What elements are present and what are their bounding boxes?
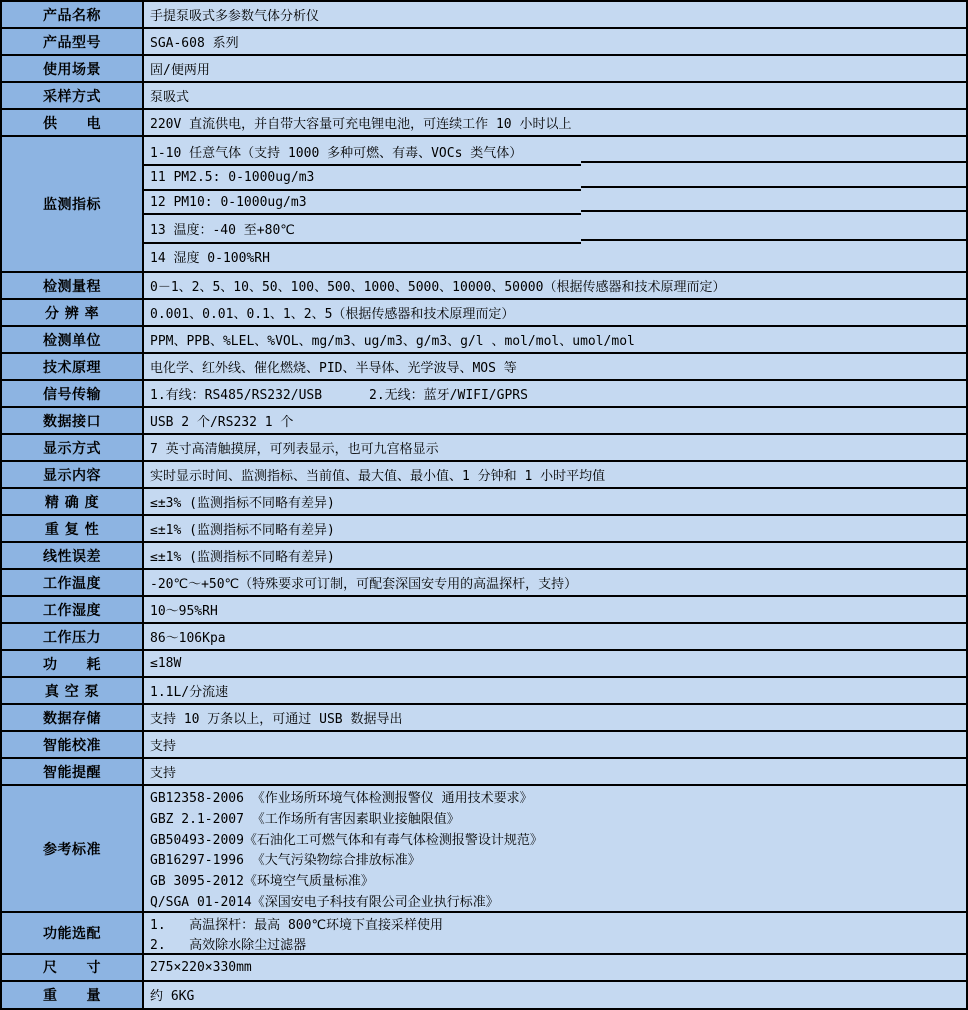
row-product-name (2, 2, 966, 29)
option-item: 2. 高效除水除尘过滤器 (150, 937, 307, 953)
row-data-interface (2, 408, 966, 435)
row-sampling-method (2, 83, 966, 110)
row-value: 10～95%RH (150, 604, 218, 619)
row-label: 技术原理 (2, 354, 144, 379)
row-dimensions (2, 955, 966, 982)
row-value: 7 英寸高清触摸屏，可列表显示，也可九宫格显示 (150, 442, 439, 457)
row-label: 显示方式 (2, 435, 144, 460)
row-weight (2, 982, 966, 1009)
row-label: 产品名称 (2, 2, 144, 27)
row-value: 实时显示时间、监测指标、当前值、最大值、最小值、1 分钟和 1 小时平均值 (150, 469, 606, 484)
row-value: 1.有线：RS485/RS232/USB 2.无线：蓝牙/WIFI/GPRS (150, 388, 528, 403)
row-label: 产品型号 (2, 29, 144, 54)
row-signal-transmission (2, 381, 966, 408)
row-value: PPM、PPB、%LEL、%VOL、mg/m3、ug/m3、g/m3、g/l 、mol/mol、umol/mol (150, 334, 635, 349)
monitoring-item: 1-10 任意气体（支持 1000 多种可燃、有毒、VOCs 类气体） (144, 137, 966, 165)
row-product-model (2, 29, 966, 56)
row-label: 分 辨 率 (2, 300, 144, 325)
row-display-content (2, 462, 966, 489)
row-display-mode (2, 435, 966, 462)
row-label: 重 量 (2, 982, 144, 1009)
monitoring-item: 13 温度：-40 至+80℃ (144, 214, 966, 242)
row-label: 功能选配 (2, 913, 144, 953)
row-label: 重 复 性 (2, 516, 144, 541)
row-smart-calibration (2, 732, 966, 759)
row-label: 使用场景 (2, 56, 144, 81)
row-smart-reminder (2, 759, 966, 786)
row-value: 支持 (150, 739, 177, 754)
row-resolution (2, 300, 966, 327)
row-label: 检测单位 (2, 327, 144, 352)
row-working-temperature (2, 570, 966, 597)
row-data-storage (2, 705, 966, 732)
row-label: 检测量程 (2, 273, 144, 298)
row-value: 电化学、红外线、催化燃烧、PID、半导体、光学波导、MOS 等 (150, 361, 517, 376)
row-label: 数据接口 (2, 408, 144, 433)
row-value: 86～106Kpa (150, 631, 226, 646)
row-label: 显示内容 (2, 462, 144, 487)
row-value: 泵吸式 (150, 90, 190, 105)
row-label: 精 确 度 (2, 489, 144, 514)
row-value: ≤±1% (监测指标不同略有差异) (150, 523, 335, 538)
row-label: 监测指标 (2, 137, 144, 271)
row-detection-unit (2, 327, 966, 354)
row-power-supply (2, 110, 966, 137)
standard-item: GB16297-1996 《大气污染物综合排放标准》 (150, 853, 421, 869)
row-label: 工作压力 (2, 624, 144, 649)
row-label: 信号传输 (2, 381, 144, 406)
row-label: 参考标准 (2, 786, 144, 911)
row-repeatability (2, 516, 966, 543)
standard-item: GB12358-2006 《作业场所环境气体检测报警仪 通用技术要求》 (150, 790, 533, 806)
row-label: 智能提醒 (2, 759, 144, 784)
row-value: 220V 直流供电，并自带大容量可充电锂电池，可连续工作 10 小时以上 (150, 117, 572, 132)
row-value: 1.1L/分流速 (150, 685, 229, 700)
row-working-humidity (2, 597, 966, 624)
row-accuracy (2, 489, 966, 516)
row-value: 手提泵吸式多参数气体分析仪 (150, 9, 320, 24)
row-usage-scene (2, 56, 966, 83)
row-label: 工作湿度 (2, 597, 144, 622)
row-value: 0－1、2、5、10、50、100、500、1000、5000、10000、50000（根据传感器和技术原理而定） (150, 280, 726, 295)
row-label: 供 电 (2, 110, 144, 135)
row-label: 工作温度 (2, 570, 144, 595)
row-label: 尺 寸 (2, 955, 144, 980)
row-value: SGA-608 系列 (150, 36, 239, 51)
option-item: 1. 高温探杆：最高 800℃环境下直接采样使用 (150, 917, 444, 933)
row-value: 275×220×330mm (150, 959, 252, 975)
row-value: 约 6KG (150, 989, 195, 1005)
row-label: 线性误差 (2, 543, 144, 568)
monitoring-item: 12 PM10: 0-1000ug/m3 (144, 190, 966, 214)
row-power-consumption (2, 651, 966, 678)
standard-item: GB50493-2009《石油化工可燃气体和有毒气体检测报警设计规范》 (150, 832, 543, 848)
row-label: 智能校准 (2, 732, 144, 757)
row-label: 功 耗 (2, 651, 144, 676)
row-value: 支持 (150, 766, 177, 781)
row-technical-principle (2, 354, 966, 381)
row-value: ≤±3% (监测指标不同略有差异) (150, 496, 335, 511)
standard-item: GB 3095-2012《环境空气质量标准》 (150, 874, 374, 890)
options-list (144, 913, 966, 953)
row-label: 采样方式 (2, 83, 144, 108)
monitoring-items (144, 137, 966, 271)
standards-list (144, 786, 966, 911)
row-vacuum-pump (2, 678, 966, 705)
row-value: 固/便两用 (150, 63, 210, 78)
row-value: -20℃～+50℃（特殊要求可订制，可配套深国安专用的高温探杆，支持） (150, 577, 578, 592)
row-value: 0.001、0.01、0.1、1、2、5（根据传感器和技术原理而定） (150, 307, 515, 322)
monitoring-item: 11 PM2.5: 0-1000ug/m3 (144, 165, 966, 189)
row-reference-standards (2, 786, 966, 913)
row-working-pressure (2, 624, 966, 651)
row-value: ≤18W (150, 656, 182, 671)
row-label: 数据存储 (2, 705, 144, 730)
monitoring-item: 14 湿度 0-100%RH (150, 251, 270, 267)
row-monitoring-indicators (2, 137, 966, 273)
row-value: USB 2 个/RS232 1 个 (150, 415, 294, 430)
row-detection-range (2, 273, 966, 300)
row-label: 真 空 泵 (2, 678, 144, 703)
row-value: ≤±1% (监测指标不同略有差异) (150, 550, 335, 565)
standard-item: Q/SGA 01-2014《深国安电子科技有限公司企业执行标准》 (150, 895, 499, 911)
row-value: 支持 10 万条以上，可通过 USB 数据导出 (150, 712, 403, 727)
row-optional-features (2, 913, 966, 955)
standard-item: GBZ 2.1-2007 《工作场所有害因素职业接触限值》 (150, 811, 460, 827)
row-linearity-error (2, 543, 966, 570)
